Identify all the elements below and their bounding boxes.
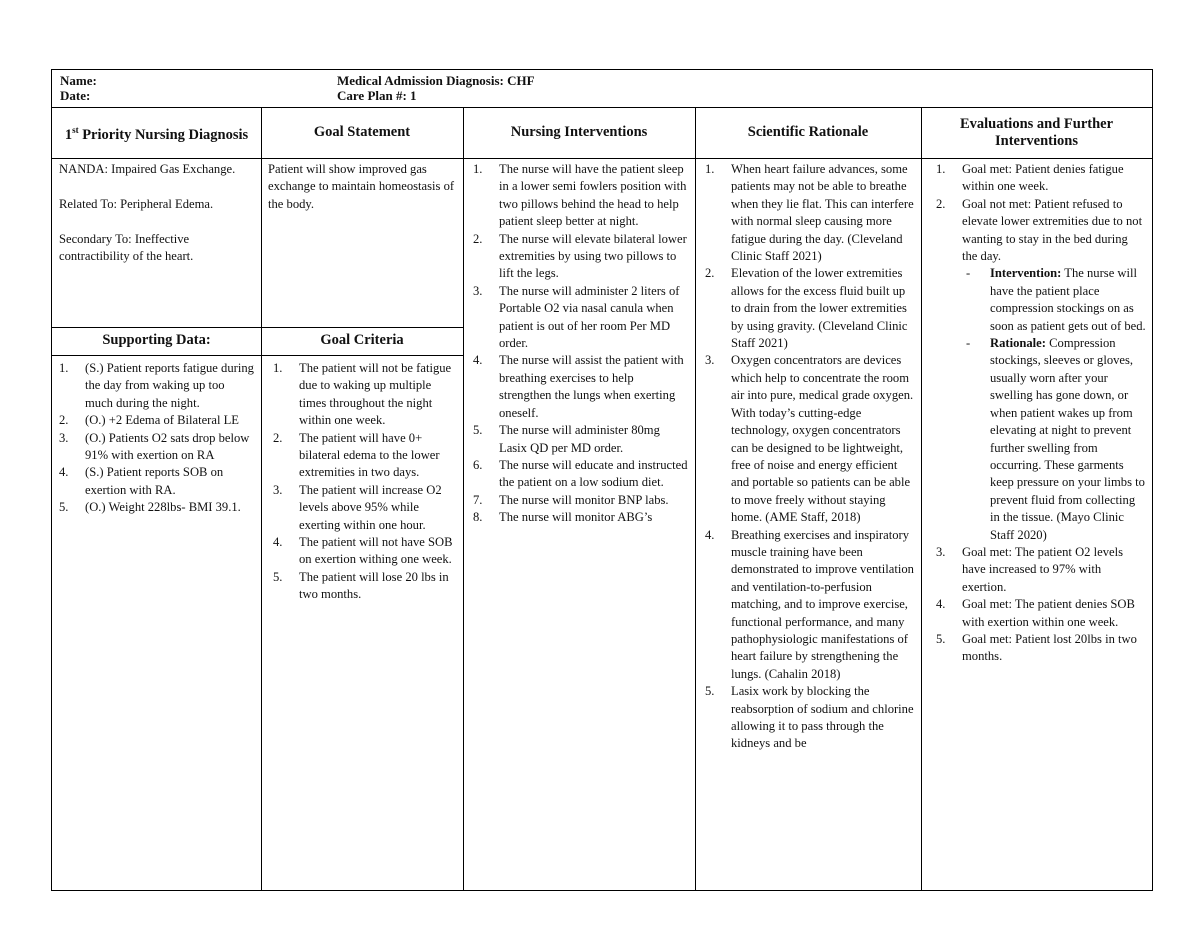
col-nursing-interventions: Nursing Interventions (510, 124, 648, 140)
grid-line (52, 327, 463, 328)
evaluations-cell (936, 161, 1146, 666)
name-date-block (60, 73, 97, 103)
list-item: 5. (O.) Weight 228lbs- BMI 39.1. (59, 500, 241, 515)
list-item: 4. Breathing exercises and inspiratory muscle training have been demonstrated to improve ventilation and ventilation-to-perfusion matching, and to improve exercise, functional performance, and many pathophysiologic manifestations of heart failure by strengthening the lungs. (Cahalin 2018) (705, 527, 914, 681)
list-item: 3. Oxygen concentrators are devices which help to concentrate the room air into pure, medical grade oxygen. With today’s cutting-edge technology, oxygen concentrators can be designed to be lightweight, free of noise and energy efficient and portable so patients can be able to move freely without staying home. (AME Staff, 2018) (705, 353, 914, 525)
grid-line (261, 108, 262, 890)
name-label: Name: (60, 73, 97, 88)
goal-statement-cell (268, 161, 456, 213)
diagnosis-cell (59, 161, 255, 265)
grid-line (52, 355, 463, 356)
supporting-data-title: Supporting Data: (102, 332, 211, 348)
list-item: 1. (S.) Patient reports fatigue during the day from waking up too much during the night. (59, 361, 254, 410)
list-item: 2. Elevation of the lower extremities allows for the excess fluid built up to drain from the lower extremities by using gravity. (Cleveland Clinic Staff 2021) (705, 266, 908, 351)
secondary-to-text: Secondary To: Ineffective contractibility of the heart. (59, 231, 194, 263)
list-item: 5. The nurse will administer 80mg Lasix QD per MD order. (473, 423, 660, 455)
list-item: 7. The nurse will monitor BNP labs. (473, 492, 669, 507)
list-item: 4. (S.) Patient reports SOB on exertion with RA. (59, 465, 224, 497)
nanda-text: NANDA: Impaired Gas Exchange. (59, 162, 236, 176)
list-item: 3. (O.) Patients O2 sats drop below 91% with exertion on RA (59, 430, 250, 463)
admission-diagnosis: Medical Admission Diagnosis: CHF (337, 73, 535, 88)
care-plan-table (51, 69, 1153, 891)
list-item: 3. The nurse will administer 2 liters of Portable O2 via nasal canula when patient is out of her room Per MD order. (473, 283, 680, 351)
list-item: 4. The nurse will assist the patient with breathing exercises to help strengthen the lungs when exerting oneself. (473, 353, 684, 420)
care-plan-number: Care Plan #: 1 (337, 88, 417, 103)
col-scientific-rationale: Scientific Rationale (747, 124, 869, 140)
rationale-cell (705, 161, 915, 753)
further-rationale: - Rationale: Compression stockings, sleeves or gloves, usually worn after your swelling has gone down, or when patient wakes up from elevating at night to prevent further swelling from occurring. These garments keep pressure on your limbs to prevent fluid from collecting in the tissue. (Mayo Clinic Staff 2020) (966, 336, 1145, 542)
interventions-cell (473, 161, 689, 527)
list-item: 2. The patient will have 0+ bilateral edema to the lower extremities in two days. (273, 430, 440, 480)
goal-criteria-cell (273, 360, 457, 604)
list-item: 2. (O.) +2 Edema of Bilateral LE (59, 413, 239, 428)
list-item: 5. The patient will lose 20 lbs in two months. (273, 569, 449, 602)
grid-line (921, 108, 922, 890)
list-item: 8. The nurse will monitor ABG’s (473, 510, 653, 525)
list-item: 4. The patient will not have SOB on exertion withing one week. (273, 535, 453, 567)
list-item: 3. Goal met: The patient O2 levels have increased to 97% with exertion. (936, 544, 1123, 594)
diagnosis-block (337, 73, 535, 103)
grid-line (695, 108, 696, 890)
date-label: Date: (60, 88, 91, 103)
list-item: 5. Lasix work by blocking the reabsorption of sodium and chlorine allowing it to pass through the kidneys and be (705, 684, 914, 751)
list-item: 5. Goal met: Patient lost 20lbs in two months. (936, 631, 1137, 664)
related-to-text: Related To: Peripheral Edema. (59, 196, 214, 211)
list-item: 1. The patient will not be fatigue due to waking up multiple times throughout the night within one week. (273, 361, 452, 428)
header-row (52, 70, 1152, 108)
list-item: 1. Goal met: Patient denies fatigue within one week. (936, 162, 1124, 194)
list-item: 4. Goal met: The patient denies SOB with exertion within one week. (936, 597, 1135, 629)
list-item: 1. When heart failure advances, some patients may not be able to breathe when they lie flat. This can interfere with normal sleep causing more fatigue during the day. (Cleveland Clinic Staff 2021) (705, 162, 914, 264)
goal-statement-text: Patient will show improved gas exchange to maintain homeostasis of the body. (268, 162, 455, 211)
list-item: 3. The patient will increase O2 levels above 95% while exerting within one hour. (273, 482, 442, 532)
list-item: 2. Goal not met: Patient refused to elevate lower extremities due to not wanting to stay in the bed during the day. - Intervention: The nurse will have the patient place compression stockings on as soon as patient gets out of bed. - Rationale: Compression stockings, sleeves or gloves, usually worn after your swelling has gone down, or when patient wakes up from elevating at night to prevent further swelling from occurring. These garments keep pressure on your limbs to prevent fluid from collecting in the tissue. (Mayo Clinic Staff 2020) (936, 196, 1146, 544)
list-item: 1. The nurse will have the patient sleep in a lower semi fowlers position with two pillows behind the head to help patient sleep better at night. (473, 162, 687, 229)
list-item: 6. The nurse will educate and instructed the patient on a low sodium diet. (473, 457, 688, 490)
list-item: 2. The nurse will elevate bilateral lower extremities by using two pillows to lift the legs. (473, 231, 687, 281)
col-evaluations: Evaluations and Further Interventions (959, 115, 1114, 149)
goal-criteria-title: Goal Criteria (320, 332, 404, 348)
supporting-data-cell (59, 360, 255, 517)
further-intervention: - Intervention: The nurse will have the patient place compression stockings on as soon as patient gets out of bed. (966, 266, 1146, 333)
grid-line (463, 108, 464, 890)
col-goal-statement: Goal Statement (313, 124, 411, 140)
column-headers (52, 108, 1152, 159)
col-priority-diagnosis: 1st Priority Nursing Diagnosis (64, 124, 249, 143)
